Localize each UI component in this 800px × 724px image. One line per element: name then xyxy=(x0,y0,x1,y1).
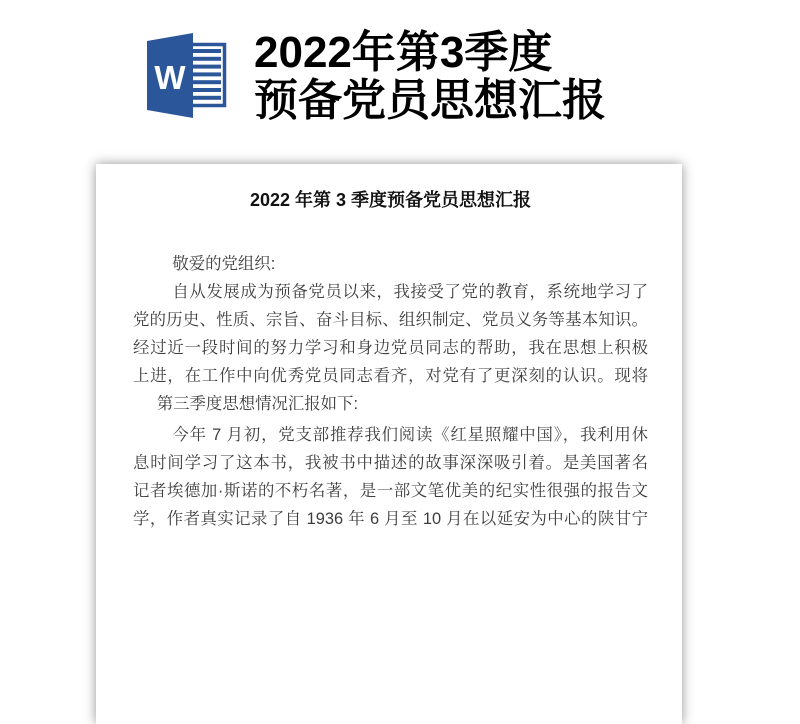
page-title-line2: 预备党员思想汇报 xyxy=(254,76,606,125)
doc-line: 党的历史、性质、宗旨、奋斗目标、组织制定、党员义务等基本知识。 xyxy=(133,311,648,329)
document-title: 2022 年第 3 季度预备党员思想汇报 xyxy=(249,190,532,210)
doc-line: 第三季度思想情况汇报如下: xyxy=(156,395,359,413)
header xyxy=(0,0,800,158)
document-page xyxy=(96,164,682,724)
page-title-line1: 2022年第3季度 xyxy=(254,28,553,77)
doc-line: 上进，在工作中向优秀党员同志看齐，对党有了更深刻的认识。现将 xyxy=(133,367,648,385)
doc-paragraph xyxy=(133,278,648,418)
document-body xyxy=(133,250,648,533)
doc-line: 敬爱的党组织: xyxy=(172,255,276,273)
word-icon xyxy=(147,33,227,118)
doc-line: 学，作者真实记录了自 1936 年 6 月至 10 月在以延安为中心的陕甘宁 xyxy=(133,510,648,528)
word-icon-letter: W xyxy=(154,59,186,96)
doc-line: 经过近一段时间的努力学习和身边党员同志的帮助，我在思想上积极 xyxy=(133,339,648,357)
doc-line: 息时间学习了这本书，我被书中描述的故事深深吸引着。是美国著名 xyxy=(133,454,648,472)
doc-line: 自从发展成为预备党员以来，我接受了党的教育，系统地学习了 xyxy=(172,283,648,301)
doc-paragraph xyxy=(133,250,648,278)
doc-line: 今年 7 月初，党支部推荐我们阅读《红星照耀中国》，我利用休 xyxy=(172,426,648,444)
doc-line: 记者埃德加·斯诺的不朽名著，是一部文笔优美的纪实性很强的报告文 xyxy=(133,482,648,500)
page-title xyxy=(254,29,606,125)
doc-paragraph xyxy=(133,421,648,533)
